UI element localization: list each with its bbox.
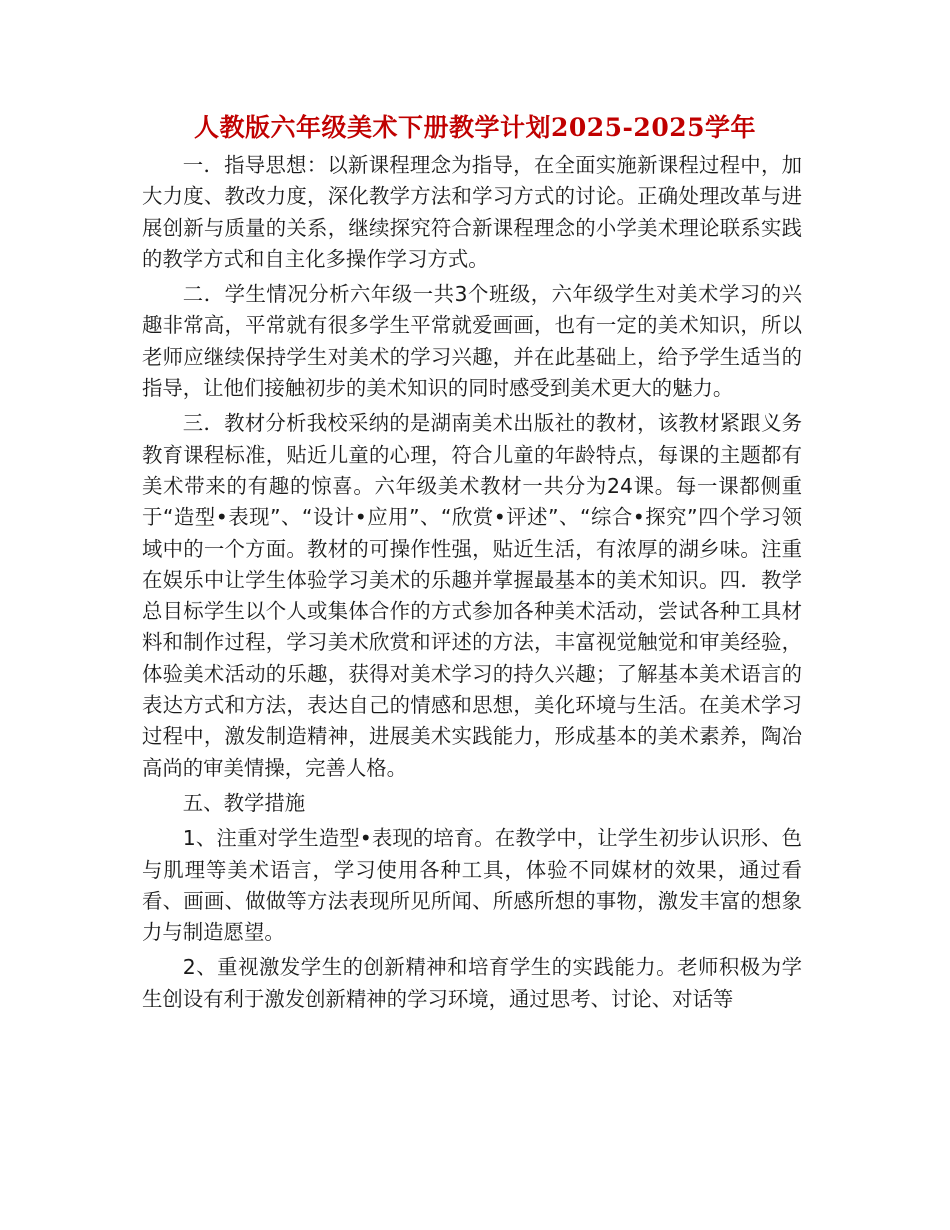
section-heading-teaching-measures: 五、教学措施 — [182, 790, 306, 815]
paragraph-student-analysis: 二．学生情况分析六年级一共3个班级，六年级学生对美术学习的兴趣非常高，平常就有很多学生平常就爱画画，也有一定的美术知识，所以老师应继续保持学生对美术的学习兴趣，并在此基础上，给予学生适当的指导，让他们接触初步的美术知识的同时感受到美术更大的魅力。 — [142, 282, 802, 401]
document-title: 人教版六年级美术下册教学计划2025-2025学年 — [193, 113, 757, 142]
paragraph-measure-1: 1、注重对学生造型•表现的培育。在教学中，让学生初步认识形、色与肌理等美术语言，学习使用各种工具，体验不同媒材的效果，通过看看、画画、做做等方法表现所见所闻、所感所想的事物，激发丰富的想象力与制造愿望。 — [142, 826, 802, 945]
document-body — [142, 150, 802, 1019]
paragraph-textbook-analysis: 三．教材分析我校采纳的是湖南美术出版社的教材，该教材紧跟义务教育课程标准，贴近儿童的心理，符合儿童的年龄特点，每课的主题都有美术带来的有趣的惊喜。六年级美术教材一共分为24课。每一课都侧重于“造型•表现”、“设计•应用”、“欣赏•评述”、“综合•探究”四个学习领域中的一个方面。教材的可操作性强，贴近生活，有浓厚的湖乡味。注重在娱乐中让学生体验学习美术的乐趣并掌握最基本的美术知识。四．教学总目标学生以个人或集体合作的方式参加各种美术活动，尝试各种工具材料和制作过程，学习美术欣赏和评述的方法，丰富视觉触觉和审美经验，体验美术活动的乐趣，获得对美术学习的持久兴趣；了解基本美术语言的表达方式和方法，表达自己的情感和思想，美化环境与生活。在美术学习过程中，激发制造精神，进展美术实践能力，形成基本的美术素养，陶冶高尚的审美情操，完善人格。 — [142, 411, 802, 780]
paragraph-guiding-thought: 一．指导思想：以新课程理念为指导，在全面实施新课程过程中，加大力度、教改力度，深化教学方法和学习方式的讨论。正确处理改革与进展创新与质量的关系，继续探究符合新课程理念的小学美术理论联系实践的教学方式和自主化多操作学习方式。 — [142, 153, 802, 271]
paragraph-measure-2: 2、重视激发学生的创新精神和培育学生的实践能力。老师积极为学生创设有利于激发创新精神的学习环境，通过思考、讨论、对话等 — [142, 955, 802, 1011]
